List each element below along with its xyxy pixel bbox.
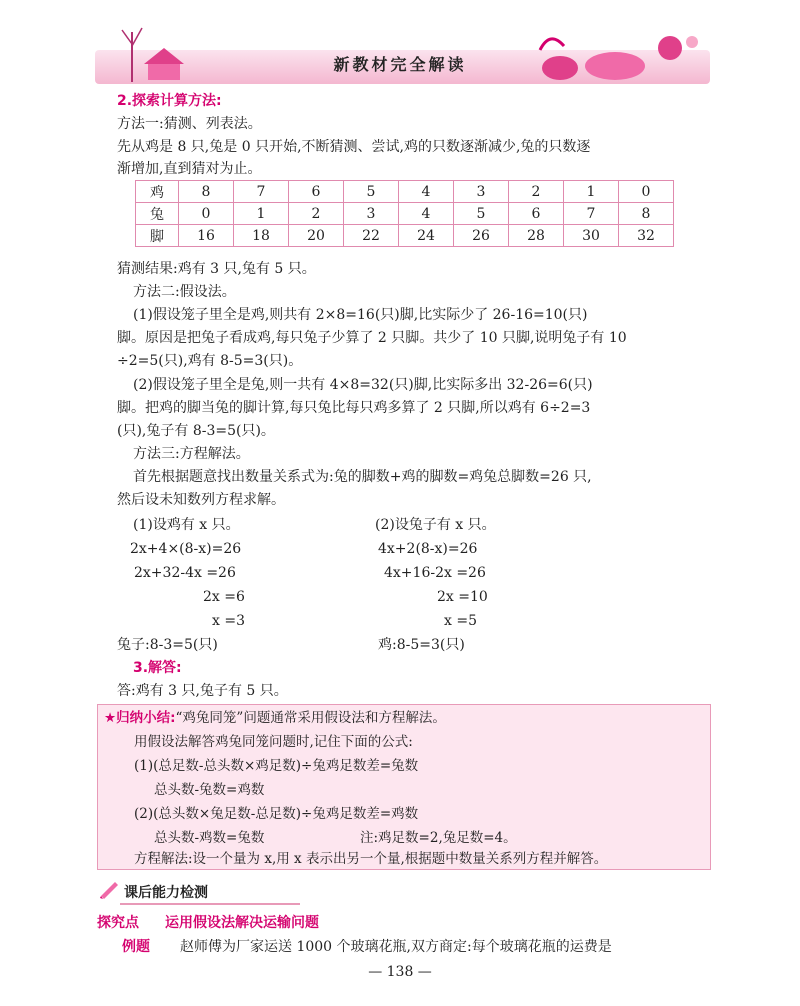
after-class-title: 课后能力检测 — [124, 885, 208, 901]
table-cell: 4 — [399, 203, 454, 225]
table-cell: 6 — [289, 181, 344, 203]
summary-note: 注:鸡足数=2,兔足数=4。 — [360, 830, 517, 846]
equation-line: x =3 — [212, 613, 245, 629]
paragraph-line: 首先根据题意找出数量关系式为:兔的脚数+鸡的脚数=鸡兔总脚数=26 只, — [133, 469, 592, 485]
method-title: 方法二:假设法。 — [133, 284, 236, 300]
equation-line: 2x =6 — [203, 589, 245, 605]
row-label: 脚 — [136, 225, 179, 247]
table-cell: 0 — [619, 181, 674, 203]
example-label: 例题 — [122, 939, 150, 955]
table-cell: 26 — [454, 225, 509, 247]
title-underline — [120, 903, 300, 905]
table-cell: 6 — [509, 203, 564, 225]
table-cell: 32 — [619, 225, 674, 247]
table-cell: 2 — [509, 181, 564, 203]
equation-line: x =5 — [444, 613, 477, 629]
table-cell: 16 — [179, 225, 234, 247]
equation-line: 2x+4×(8-x)=26 — [130, 541, 242, 557]
paragraph-line: 然后设未知数列方程求解。 — [117, 492, 285, 508]
table-cell: 7 — [564, 203, 619, 225]
paragraph-line: (1)假设笼子里全是鸡,则共有 2×8=16(只)脚,比实际少了 26-16=10(只) — [133, 307, 588, 323]
summary-line-1 — [104, 708, 446, 728]
table-row — [136, 203, 674, 225]
table-cell: 7 — [234, 181, 289, 203]
table-row — [136, 225, 674, 247]
summary-line: 总头数-兔数=鸡数 — [154, 782, 265, 798]
guess-result: 猜测结果:鸡有 3 只,兔有 5 只。 — [117, 261, 316, 277]
table-cell: 24 — [399, 225, 454, 247]
equation-line: 4x+2(8-x)=26 — [378, 541, 478, 557]
summary-text: “鸡兔同笼”问题通常采用假设法和方程解法。 — [175, 710, 446, 726]
summary-line: 总头数-鸡数=兔数 — [154, 830, 265, 846]
paragraph-line: 脚。把鸡的脚当兔的脚计算,每只兔比每只鸡多算了 2 只脚,所以鸡有 6÷2=3 — [117, 400, 591, 416]
table-cell: 4 — [399, 181, 454, 203]
method-title: 方法一:猜测、列表法。 — [117, 116, 262, 132]
paragraph-line: ÷2=5(只),鸡有 8-5=3(只)。 — [117, 353, 303, 369]
table-cell: 18 — [234, 225, 289, 247]
page-number: — 138 — — [368, 964, 432, 980]
section-heading: 2.探索计算方法: — [117, 93, 222, 109]
table-cell: 5 — [344, 181, 399, 203]
table-row — [136, 181, 674, 203]
table-cell: 3 — [344, 203, 399, 225]
paragraph-line: 先从鸡是 8 只,兔是 0 只开始,不断猜测、尝试,鸡的只数逐渐减少,兔的只数逐 — [117, 139, 591, 155]
method-title: 方法三:方程解法。 — [133, 446, 250, 462]
table-cell: 22 — [344, 225, 399, 247]
pencil-icon — [98, 878, 122, 900]
topic-label: 探究点 — [97, 915, 139, 931]
equation-line: 2x+32-4x =26 — [134, 565, 236, 581]
final-answer: 答:鸡有 3 只,兔子有 5 只。 — [117, 683, 288, 699]
table-cell: 1 — [564, 181, 619, 203]
summary-line: (2)(总头数×兔足数-总足数)÷兔鸡足数差=鸡数 — [134, 806, 419, 822]
paragraph-line: 渐增加,直到猜对为止。 — [117, 161, 262, 177]
summary-line: (1)(总足数-总头数×鸡足数)÷兔鸡足数差=兔数 — [134, 758, 419, 774]
summary-label: ★归纳小结: — [104, 710, 176, 726]
topic-text: 运用假设法解决运输问题 — [165, 915, 319, 931]
equation-answer: 兔子:8-3=5(只) — [117, 637, 218, 653]
guess-table — [135, 180, 674, 247]
table-cell: 30 — [564, 225, 619, 247]
header-title: 新教材完全解读 — [333, 55, 467, 74]
summary-box — [97, 704, 711, 870]
paragraph-line: (2)假设笼子里全是兔,则一共有 4×8=32(只)脚,比实际多出 32-26=6(只) — [133, 377, 593, 393]
table-cell: 28 — [509, 225, 564, 247]
table-cell: 3 — [454, 181, 509, 203]
table-cell: 0 — [179, 203, 234, 225]
equation-setup: (1)设鸡有 x 只。 — [133, 517, 240, 533]
table-cell: 20 — [289, 225, 344, 247]
summary-line: 用假设法解答鸡兔同笼问题时,记住下面的公式: — [134, 734, 413, 750]
equation-line: 4x+16-2x =26 — [384, 565, 486, 581]
paragraph-line: 脚。原因是把兔子看成鸡,每只兔子少算了 2 只脚。共少了 10 只脚,说明兔子有 10 — [117, 330, 627, 346]
row-label: 鸡 — [136, 181, 179, 203]
summary-line: 方程解法:设一个量为 x,用 x 表示出另一个量,根据题中数量关系列方程并解答。 — [134, 851, 608, 867]
table-cell: 8 — [179, 181, 234, 203]
row-label: 兔 — [136, 203, 179, 225]
table-cell: 5 — [454, 203, 509, 225]
table-cell: 8 — [619, 203, 674, 225]
equation-line: 2x =10 — [437, 589, 488, 605]
table-cell: 2 — [289, 203, 344, 225]
table-cell: 1 — [234, 203, 289, 225]
example-text: 赵师傅为厂家运送 1000 个玻璃花瓶,双方商定:每个玻璃花瓶的运费是 — [180, 939, 612, 955]
section-heading: 3.解答: — [133, 660, 182, 676]
equation-answer: 鸡:8-5=3(只) — [378, 637, 465, 653]
equation-setup: (2)设兔子有 x 只。 — [375, 517, 496, 533]
paragraph-line: (只),兔子有 8-3=5(只)。 — [117, 423, 275, 439]
